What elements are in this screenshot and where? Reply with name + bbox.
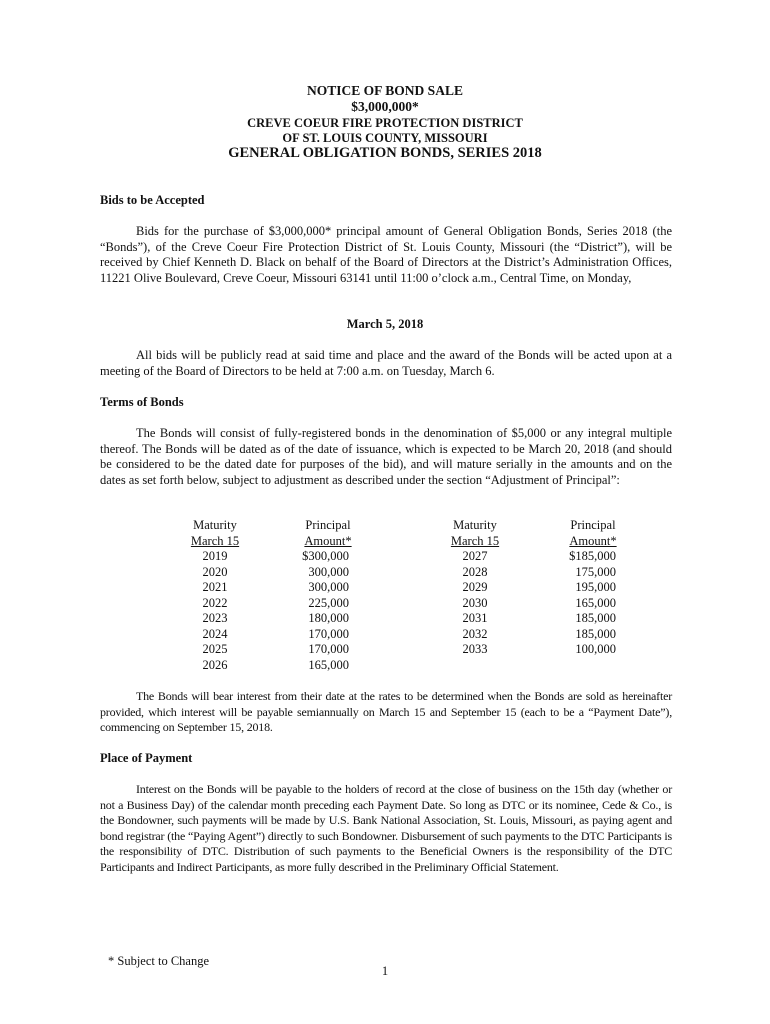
maturity-subheader: March 15	[190, 533, 240, 548]
principal-amount: 185,000	[575, 626, 616, 641]
section-heading-payment: Place of Payment	[100, 751, 193, 765]
principal-column-right	[545, 549, 616, 658]
principal-amount: 165,000	[575, 595, 616, 610]
county-name: OF ST. LOUIS COUNTY, MISSOURI	[282, 131, 488, 145]
principal-header-left	[288, 518, 368, 549]
terms-paragraph	[100, 426, 672, 488]
page-number: 1	[381, 964, 389, 978]
maturity-year: 2023	[202, 611, 228, 625]
principal-amount: 300,000	[308, 564, 349, 579]
principal-amount: 165,000	[308, 657, 349, 672]
maturity-year: 2032	[462, 626, 488, 641]
bids-paragraph	[100, 224, 672, 286]
maturity-column-right	[445, 518, 505, 658]
maturity-year: 2029	[462, 580, 488, 594]
payment-paragraph	[100, 782, 672, 876]
maturity-year: 2026	[202, 657, 228, 672]
maturity-year: 2022	[202, 595, 228, 610]
principal-amount: $185,000	[569, 549, 616, 563]
public-reading-paragraph	[100, 348, 672, 379]
maturity-year: 2028	[462, 564, 488, 579]
principal-subheader: Amount*	[304, 533, 352, 548]
maturity-year: 2033	[462, 642, 488, 656]
footnote: * Subject to Change	[108, 954, 210, 968]
maturity-header: Maturity	[453, 518, 497, 532]
maturity-year: 2019	[202, 549, 228, 563]
interest-paragraph-text: The Bonds will bear interest from their date at the rates to be determined when the Bonds are sold as hereinafter provided, which interest will be payable semiannually on March 15 and September 15 (each to be a “Payment Date”), commencing on September 15, 2018.	[100, 689, 672, 735]
maturity-column-left	[185, 518, 245, 673]
bond-amount: $3,000,000*	[351, 99, 419, 114]
principal-amount: 225,000	[308, 595, 349, 610]
maturity-year: 2021	[202, 580, 228, 594]
principal-amount: 170,000	[308, 626, 349, 641]
maturity-header: Maturity	[193, 518, 237, 532]
principal-header-right	[553, 518, 633, 549]
interest-paragraph	[100, 689, 672, 736]
public-reading-text: All bids will be publicly read at said time and place and the award of the Bonds will be acted upon at a meeting of the Board of Directors to be held at 7:00 a.m. on Tuesday, March 6.	[100, 348, 672, 378]
terms-paragraph-text: The Bonds will consist of fully-registered bonds in the denomination of $5,000 or any integral multiple thereof. The Bonds will be dated as of the date of issuance, which is expected to be March 20, 2018 (and should be considered to be the dated date for purposes of the bid), and will mature serially in the amounts and on the dates as set forth below, subject to adjustment as described under the section “Adjustment of Principal”:	[100, 426, 672, 487]
maturity-year: 2030	[462, 595, 488, 610]
maturity-year: 2027	[462, 549, 488, 563]
principal-subheader: Amount*	[569, 533, 617, 548]
principal-header: Principal	[305, 518, 351, 532]
principal-amount: 100,000	[575, 642, 616, 656]
principal-amount: $300,000	[302, 549, 349, 563]
principal-amount: 195,000	[575, 580, 616, 594]
section-heading-bids: Bids to be Accepted	[100, 193, 205, 207]
principal-amount: 185,000	[575, 611, 616, 625]
section-heading-terms: Terms of Bonds	[100, 395, 184, 409]
bids-paragraph-text: Bids for the purchase of $3,000,000* principal amount of General Obligation Bonds, Series 2018 (the “Bonds”), of the Creve Coeur Fire Protection District of St. Louis County, Missouri (the “District”), will be received by Chief Kenneth D. Black on behalf of the Board of Directors at the District’s Administration Offices, 11221 Olive Boulevard, Creve Coeur, Missouri 63141 until 11:00 o’clock a.m., Central Time, on Monday,	[100, 224, 672, 285]
maturity-year: 2020	[202, 564, 228, 579]
district-name: CREVE COEUR FIRE PROTECTION DISTRICT	[247, 116, 523, 130]
payment-paragraph-text: Interest on the Bonds will be payable to the holders of record at the close of business on the 15th day (whether or not a Business Day) of the calendar month preceding each Payment Date. So long as DTC or its nominee, Cede & Co., is the Bondowner, such payments will be made by U.S. Bank National Association, St. Louis, Missouri, as paying agent and bond registrar (the “Paying Agent”) directly to such Bondowner. Disbursement of such payments to the DTC Participants is the responsibility of DTC. Distribution of such payments to the Beneficial Owners is the responsibility of the DTC Participants and Indirect Participants, as more fully described in the Preliminary Official Statement.	[100, 782, 672, 874]
principal-amount: 170,000	[308, 642, 349, 656]
principal-column-left	[278, 549, 349, 673]
maturity-year: 2031	[462, 611, 488, 625]
maturity-subheader: March 15	[450, 533, 500, 548]
principal-amount: 180,000	[308, 611, 349, 625]
principal-header: Principal	[570, 518, 616, 532]
notice-title: NOTICE OF BOND SALE	[307, 83, 463, 98]
bid-date: March 5, 2018	[346, 317, 424, 331]
principal-amount: 300,000	[308, 580, 349, 594]
maturity-year: 2025	[202, 642, 228, 656]
bond-series: GENERAL OBLIGATION BONDS, SERIES 2018	[228, 145, 542, 161]
principal-amount: 175,000	[575, 564, 616, 579]
maturity-year: 2024	[202, 626, 228, 641]
